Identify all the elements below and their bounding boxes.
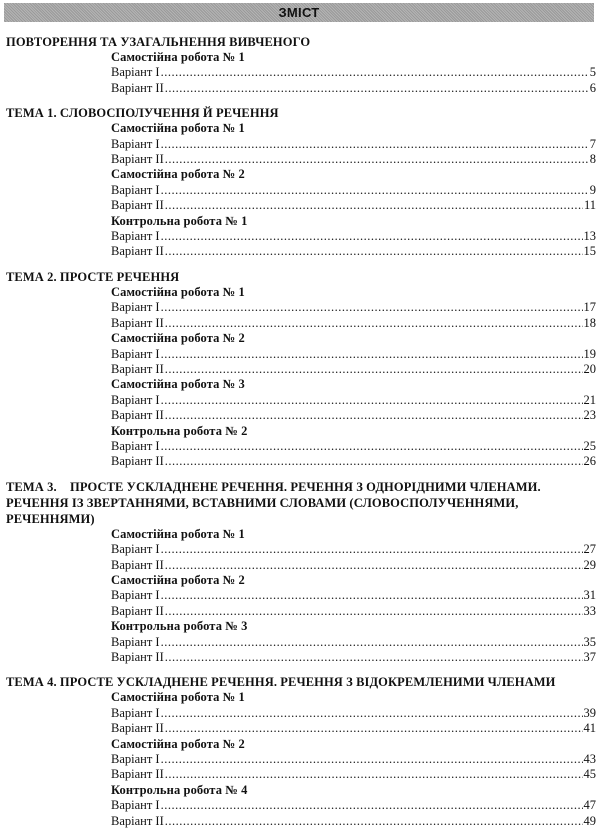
entry-page-number: 33: [583, 603, 596, 618]
dot-leader: [165, 198, 583, 213]
dot-leader: [161, 393, 583, 408]
entry-label: Варіант І: [111, 798, 160, 813]
entry-label: Варіант ІІ: [111, 198, 164, 213]
entry-page-number: 31: [583, 588, 596, 603]
entry-page-number: 29: [583, 557, 596, 572]
entry-page-number: 6: [589, 80, 596, 95]
dot-leader: [165, 152, 589, 167]
toc-entry[interactable]: [6, 229, 596, 244]
toc-entry[interactable]: [6, 81, 596, 96]
entry-page-number: 20: [583, 361, 596, 376]
entry-page-number: 18: [583, 315, 596, 330]
dot-leader: [165, 650, 583, 665]
dot-leader: [161, 542, 583, 557]
toc-entry[interactable]: [6, 558, 596, 573]
toc-section: [6, 674, 596, 829]
entry-label: Варіант ІІ: [111, 650, 164, 664]
dot-leader: [165, 558, 583, 573]
entry-label: Варіант І: [111, 705, 160, 720]
dot-leader: [161, 439, 583, 454]
section-title[interactable]: ТЕМА 1. СЛОВОСПОЛУЧЕННЯ Й РЕЧЕННЯ: [6, 106, 279, 121]
dot-leader: [165, 81, 589, 96]
entry-page-number: 11: [583, 198, 596, 213]
entry-label: Варіант ІІ: [111, 315, 164, 330]
toc-section: [6, 105, 596, 260]
toc-entry[interactable]: [6, 198, 596, 213]
entry-page-number: 49: [583, 813, 596, 828]
toc-entry[interactable]: [6, 137, 596, 152]
dot-leader: [161, 65, 589, 80]
section-title[interactable]: ТЕМА 2. ПРОСТЕ РЕЧЕННЯ: [6, 269, 180, 284]
work-group-title: Самостійна робота № 1: [111, 50, 245, 64]
work-group-title: Самостійна робота № 1: [111, 526, 245, 541]
entry-page-number: 41: [583, 721, 596, 736]
work-group-title: Самостійна робота № 3: [111, 377, 245, 392]
dot-leader: [165, 767, 583, 782]
toc-entry[interactable]: [6, 814, 596, 829]
dot-leader: [165, 604, 583, 619]
entry-page-number: 45: [583, 767, 596, 782]
toc-section: [6, 269, 596, 470]
toc-entry[interactable]: [6, 767, 596, 782]
section-title[interactable]: ТЕМА 4. ПРОСТЕ УСКЛАДНЕНЕ РЕЧЕННЯ. РЕЧЕННЯ З ВІДОКРЕМЛЕНИМИ ЧЛЕНАМИ: [6, 675, 556, 690]
toc-entry[interactable]: [6, 706, 596, 721]
section-title-rest: ПРОСТЕ УСКЛАДНЕНЕ РЕЧЕННЯ. РЕЧЕННЯ З ОДНОРІДНИМИ ЧЛЕНАМИ. РЕЧЕННЯ ІЗ ЗВЕРТАННЯМИ, ВСТАВНИМИ СЛОВАМИ (СЛОВОСПОЛУЧЕННЯМИ, РЕЧЕННЯМИ): [6, 479, 541, 526]
work-group-title: Контрольна робота № 2: [111, 423, 248, 438]
work-group-title: Самостійна робота № 2: [111, 736, 245, 751]
entry-label: Варіант І: [111, 182, 160, 197]
entry-label: Варіант І: [111, 229, 160, 244]
entry-label: Варіант І: [111, 300, 160, 315]
entry-label: Варіант ІІ: [111, 244, 164, 259]
toc-entry[interactable]: [6, 798, 596, 813]
entry-page-number: 8: [589, 152, 596, 167]
entry-label: Варіант ІІ: [111, 767, 164, 782]
dot-leader: [161, 137, 589, 152]
dot-leader: [161, 588, 583, 603]
toc-entry[interactable]: [6, 152, 596, 167]
toc-entry[interactable]: [6, 439, 596, 454]
contents-title: ЗМІСТ: [278, 5, 320, 20]
toc-entry[interactable]: [6, 542, 596, 557]
toc-section: [6, 34, 596, 96]
entry-label: Варіант ІІ: [111, 454, 164, 469]
entry-label: Варіант ІІ: [111, 721, 164, 736]
toc-entry[interactable]: [6, 244, 596, 259]
entry-page-number: 7: [589, 136, 596, 151]
entry-page-number: 13: [583, 229, 596, 244]
work-group-title: Самостійна робота № 1: [111, 284, 245, 299]
entry-label: Варіант ІІ: [111, 603, 164, 618]
entry-page-number: 39: [583, 705, 596, 720]
toc-entry[interactable]: [6, 454, 596, 469]
work-group-title: Самостійна робота № 2: [111, 331, 245, 346]
dot-leader: [161, 752, 583, 767]
entry-label: Варіант ІІ: [111, 557, 164, 572]
entry-label: Варіант І: [111, 438, 160, 453]
work-group-title: Контрольна робота № 1: [111, 213, 248, 228]
entry-label: Варіант І: [111, 542, 160, 557]
entry-page-number: 5: [589, 65, 596, 80]
dot-leader: [161, 229, 583, 244]
entry-page-number: 37: [583, 650, 596, 664]
toc-entry[interactable]: [6, 65, 596, 80]
dot-leader: [165, 454, 583, 469]
work-group-title: Контрольна робота № 4: [111, 782, 248, 797]
toc-entry[interactable]: [6, 362, 596, 377]
entry-page-number: 43: [583, 752, 596, 767]
dot-leader: [165, 408, 583, 423]
toc-entry[interactable]: [6, 588, 596, 603]
entry-page-number: 27: [583, 542, 596, 557]
work-group-title: Контрольна робота № 3: [111, 619, 248, 634]
entry-label: Варіант ІІ: [111, 408, 164, 423]
entry-page-number: 15: [583, 244, 596, 259]
dot-leader: [161, 300, 583, 315]
toc-entry[interactable]: [6, 393, 596, 408]
entry-page-number: 26: [583, 454, 596, 469]
toc-entry[interactable]: [6, 721, 596, 736]
entry-label: Варіант ІІ: [111, 813, 164, 828]
dot-leader: [165, 244, 583, 259]
work-group-title: Самостійна робота № 1: [111, 690, 245, 705]
entry-label: Варіант І: [111, 65, 160, 80]
section-title[interactable]: ПОВТОРЕННЯ ТА УЗАГАЛЬНЕННЯ ВИВЧЕНОГО: [6, 35, 311, 49]
work-group-title: Самостійна робота № 1: [111, 121, 245, 136]
entry-label: Варіант І: [111, 634, 160, 649]
dot-leader: [161, 706, 583, 721]
toc-entry[interactable]: [6, 316, 596, 331]
toc-entry[interactable]: [6, 752, 596, 767]
entry-label: Варіант І: [111, 136, 160, 151]
toc-entry[interactable]: [6, 604, 596, 619]
dot-leader: [161, 635, 583, 650]
entry-page-number: 19: [583, 346, 596, 361]
section-title[interactable]: [6, 479, 596, 527]
toc-entry[interactable]: [6, 183, 596, 198]
entry-page-number: 17: [583, 300, 596, 315]
entry-label: Варіант І: [111, 588, 160, 603]
dot-leader: [165, 362, 583, 377]
dot-leader: [161, 183, 589, 198]
entry-label: Варіант І: [111, 752, 160, 767]
entry-label: Варіант І: [111, 346, 160, 361]
dot-leader: [161, 347, 583, 362]
table-of-contents: [6, 34, 596, 838]
entry-page-number: 21: [583, 392, 596, 407]
section-title-prefix: ТЕМА 3.: [6, 479, 57, 494]
toc-entry[interactable]: [6, 408, 596, 423]
entry-label: Варіант ІІ: [111, 361, 164, 376]
toc-entry[interactable]: [6, 650, 596, 665]
toc-entry[interactable]: [6, 347, 596, 362]
dot-leader: [165, 316, 583, 331]
entry-page-number: 23: [583, 408, 596, 423]
dot-leader: [165, 721, 583, 736]
dot-leader: [161, 798, 583, 813]
entry-label: Варіант ІІ: [111, 152, 164, 167]
work-group-title: Самостійна робота № 2: [111, 572, 245, 587]
toc-entry[interactable]: [6, 300, 596, 315]
entry-label: Варіант ІІ: [111, 80, 164, 95]
toc-entry[interactable]: [6, 635, 596, 650]
entry-page-number: 35: [583, 634, 596, 649]
entry-label: Варіант І: [111, 392, 160, 407]
toc-section: [6, 479, 596, 666]
entry-page-number: 47: [583, 798, 596, 813]
dot-leader: [165, 814, 583, 829]
entry-page-number: 25: [583, 438, 596, 453]
entry-page-number: 9: [589, 182, 596, 197]
contents-header: [4, 3, 594, 22]
work-group-title: Самостійна робота № 2: [111, 167, 245, 182]
